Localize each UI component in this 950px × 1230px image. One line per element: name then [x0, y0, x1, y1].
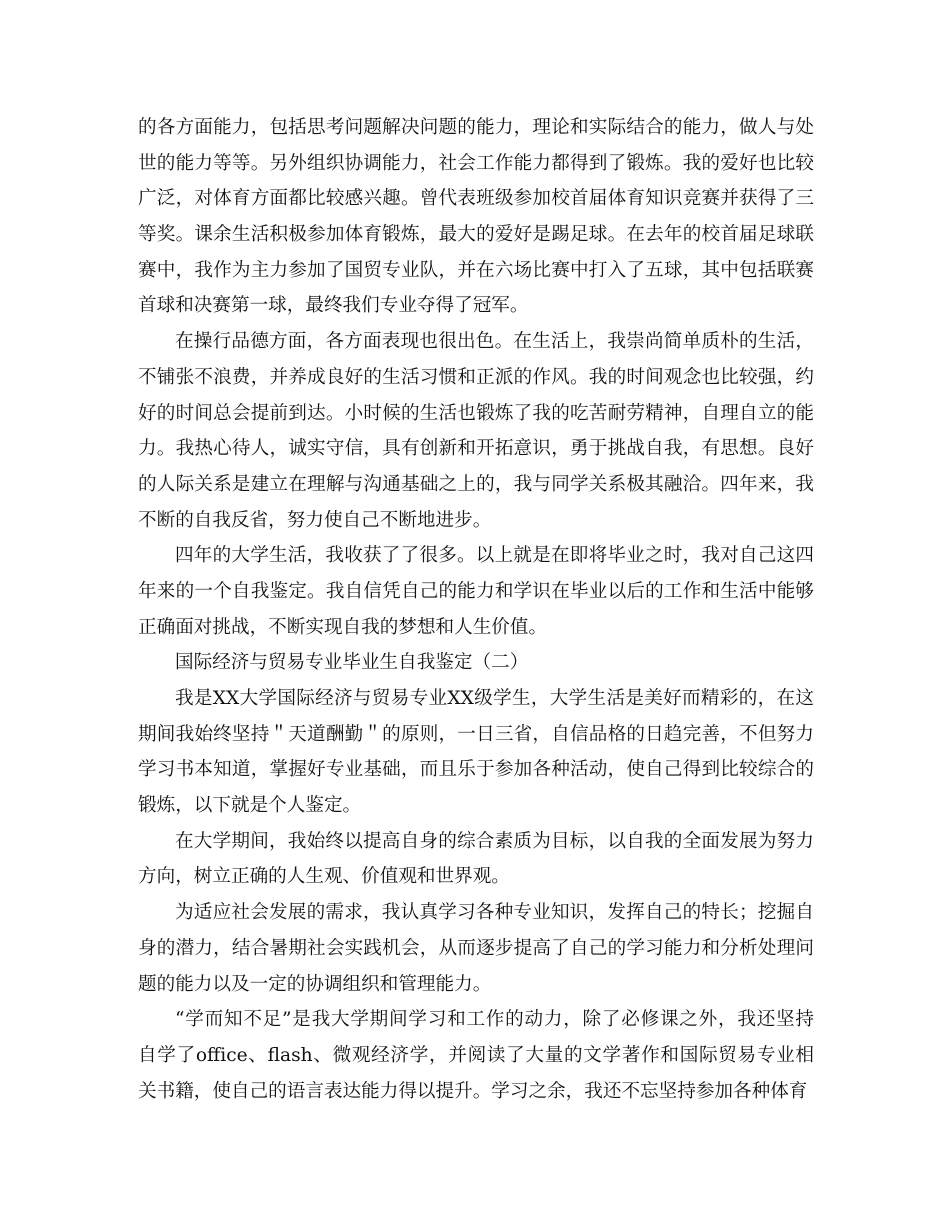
- paragraph: [138, 324, 814, 538]
- text-line: 年来的一个自我鉴定。我自信凭自己的能力和学识在毕业以后的工作和生活中能够: [138, 580, 814, 602]
- text-line: 不铺张不浪费，并养成良好的生活习惯和正派的作风。我的时间观念也比较强，约: [138, 366, 814, 388]
- text-line: 正确面对挑战，不断实现自我的梦想和人生价值。: [138, 616, 548, 638]
- text-line: 好的时间总会提前到达。小时候的生活也锻炼了我的吃苦耐劳精神，自理自立的能: [138, 402, 814, 424]
- text-line: 的各方面能力，包括思考问题解决问题的能力，理论和实际结合的能力，做人与处: [138, 117, 814, 138]
- text-line: 不断的自我反省，努力使自己不断地进步。: [138, 509, 492, 531]
- paragraph: [138, 538, 814, 645]
- text-line: 在大学期间，我始终以提高自身的综合素质为目标，以自我的全面发展为努力: [175, 830, 814, 852]
- text-line: 广泛，对体育方面都比较感兴趣。曾代表班级参加校首届体育知识竞赛并获得了三: [138, 188, 814, 210]
- text-line: 关书籍，使自己的语言表达能力得以提升。学习之余，我还不忘坚持参加各种体育: [138, 1080, 808, 1102]
- text-line: 我是XX大学国际经济与贸易专业XX级学生，大学生活是美好而精彩的，在这: [175, 688, 814, 709]
- text-line: 的人际关系是建立在理解与沟通基础之上的，我与同学关系极其融洽。四年来，我: [138, 473, 814, 495]
- text-line: “学而知不足”是我大学期间学习和工作的动力，除了必修课之外，我还坚持: [175, 1009, 814, 1031]
- document-page: [138, 110, 814, 1109]
- text-line: 四年的大学生活，我收获了了很多。以上就是在即将毕业之时，我对自己这四: [175, 545, 814, 567]
- text-line: 为适应社会发展的需求，我认真学习各种专业知识，发挥自己的特长；挖掘自: [175, 902, 814, 924]
- text-line: 世的能力等等。另外组织协调能力，社会工作能力都得到了锻炼。我的爱好也比较: [138, 152, 814, 174]
- text-line: 身的潜力，结合暑期社会实践机会，从而逐步提高了自己的学习能力和分析处理问: [138, 937, 814, 959]
- paragraph: [138, 645, 814, 681]
- text-line: 题的能力以及一定的协调组织和管理能力。: [138, 973, 492, 995]
- text-line: 在操行品德方面，各方面表现也很出色。在生活上，我崇尚简单质朴的生活，: [175, 331, 814, 353]
- text-line: 力。我热心待人，诚实守信，具有创新和开拓意识，勇于挑战自我，有思想。良好: [138, 438, 814, 460]
- text-line: 方向，树立正确的人生观、价值观和世界观。: [138, 866, 510, 888]
- text-line: 锻炼，以下就是个人鉴定。: [138, 795, 362, 817]
- paragraph: [138, 110, 814, 324]
- text-line: 国际经济与贸易专业毕业生自我鉴定（二）: [175, 652, 529, 674]
- paragraph: [138, 1002, 814, 1109]
- paragraph: [138, 824, 814, 895]
- text-line: 期间我始终坚持＂天道酬勤＂的原则，一日三省，自信品格的日趋完善，不但努力: [138, 723, 814, 745]
- text-line: 学习书本知道，掌握好专业基础，而且乐于参加各种活动，使自己得到比较综合的: [138, 759, 814, 781]
- paragraph: [138, 681, 814, 824]
- text-line: 等奖。课余生活积极参加体育锻炼，最大的爱好是踢足球。在去年的校首届足球联: [138, 224, 814, 246]
- text-line: 首球和决赛第一球，最终我们专业夺得了冠军。: [138, 295, 529, 317]
- text-line: 自学了office、flash、微观经济学，并阅读了大量的文学著作和国际贸易专业相: [138, 1044, 814, 1066]
- text-line: 赛中，我作为主力参加了国贸专业队，并在六场比赛中打入了五球，其中包括联赛: [138, 259, 814, 281]
- paragraph: [138, 895, 814, 1002]
